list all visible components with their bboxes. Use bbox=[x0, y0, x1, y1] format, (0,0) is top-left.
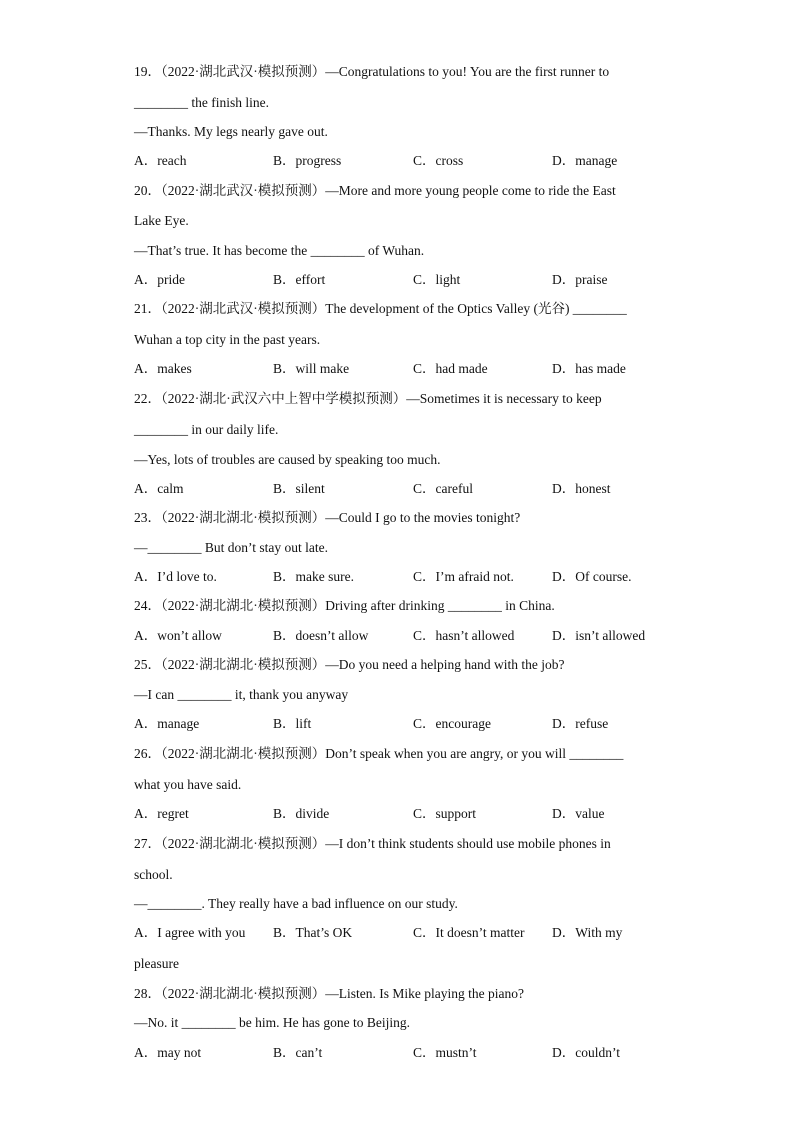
question-source: （2022·湖北湖北·模拟预测） bbox=[161, 986, 326, 1001]
question-source: （2022·湖北湖北·模拟预测） bbox=[161, 746, 326, 761]
question-source: （2022·湖北湖北·模拟预测） bbox=[161, 598, 326, 613]
question-source: （2022·湖北武汉·模拟预测） bbox=[161, 301, 326, 316]
question-text: —________. They really have a bad influence on our study. bbox=[134, 896, 458, 911]
question-22-stem bbox=[134, 389, 602, 409]
question-number: 21． bbox=[134, 301, 161, 316]
question-source: （2022·湖北武汉·模拟预测） bbox=[161, 64, 326, 79]
option-c: C．encourage bbox=[413, 716, 491, 731]
option-b: B．will make bbox=[273, 361, 350, 376]
option-d: D．value bbox=[552, 806, 605, 821]
option-b: B．effort bbox=[273, 272, 326, 287]
option-a: A．won’t allow bbox=[134, 628, 222, 643]
option-a: A．calm bbox=[134, 481, 184, 496]
question-26-stem bbox=[134, 744, 623, 764]
question-source: （2022·湖北湖北·模拟预测） bbox=[161, 836, 326, 851]
option-c: C．support bbox=[413, 806, 477, 821]
question-text: —I don’t think students should use mobile phones in bbox=[325, 836, 611, 851]
option-c: C．mustn’t bbox=[413, 1045, 477, 1060]
option-b: B．lift bbox=[273, 716, 312, 731]
question-text: what you have said. bbox=[134, 777, 242, 792]
option-a: A．manage bbox=[134, 716, 200, 731]
question-text: —Yes, lots of troubles are caused by speaking too much. bbox=[134, 452, 441, 467]
option-c: C．It doesn’t matter bbox=[413, 925, 525, 940]
option-d: D．With my bbox=[552, 925, 623, 940]
option-c: C．cross bbox=[413, 153, 464, 168]
option-d: D．couldn’t bbox=[552, 1045, 620, 1060]
question-source: （2022·湖北·武汉六中上智中学模拟预测） bbox=[161, 391, 407, 406]
question-number: 22． bbox=[134, 391, 161, 406]
question-text: —________ But don’t stay out late. bbox=[134, 540, 328, 555]
option-c: C．had made bbox=[413, 361, 488, 376]
question-source: （2022·湖北湖北·模拟预测） bbox=[161, 657, 326, 672]
question-number: 25． bbox=[134, 657, 161, 672]
question-text: —Congratulations to you! You are the first runner to bbox=[325, 64, 610, 79]
question-text: —Could I go to the movies tonight? bbox=[325, 510, 521, 525]
option-c: C．careful bbox=[413, 481, 473, 496]
question-28-stem bbox=[134, 984, 524, 1004]
option-d: D．refuse bbox=[552, 716, 609, 731]
option-d: D．Of course. bbox=[552, 569, 632, 584]
option-c: C．light bbox=[413, 272, 461, 287]
question-27-stem bbox=[134, 834, 611, 854]
option-d-continuation: pleasure bbox=[134, 956, 179, 971]
question-text: Driving after drinking ________ in China. bbox=[325, 598, 555, 613]
option-a: A．regret bbox=[134, 806, 189, 821]
question-20-stem bbox=[134, 181, 616, 201]
question-number: 26． bbox=[134, 746, 161, 761]
option-d: D．honest bbox=[552, 481, 611, 496]
question-21-stem bbox=[134, 299, 627, 319]
option-a: A．I agree with you bbox=[134, 925, 246, 940]
question-source: （2022·湖北湖北·模拟预测） bbox=[161, 510, 326, 525]
question-text: —That’s true. It has become the ________ of Wuhan. bbox=[134, 243, 425, 258]
question-text: ________ the finish line. bbox=[134, 95, 269, 110]
question-text: Don’t speak when you are angry, or you will ________ bbox=[325, 746, 624, 761]
question-number: 28． bbox=[134, 986, 161, 1001]
question-text: Lake Eye. bbox=[134, 213, 189, 228]
question-text: —Thanks. My legs nearly gave out. bbox=[134, 124, 328, 139]
question-source: （2022·湖北武汉·模拟预测） bbox=[161, 183, 326, 198]
option-b: B．progress bbox=[273, 153, 342, 168]
option-d: D．praise bbox=[552, 272, 608, 287]
question-text: Wuhan a top city in the past years. bbox=[134, 332, 321, 347]
question-text: The development of the Optics Valley (光谷) ________ bbox=[325, 301, 627, 316]
question-23-stem bbox=[134, 508, 520, 528]
option-a: A．reach bbox=[134, 153, 187, 168]
option-a: A．makes bbox=[134, 361, 192, 376]
option-b: B．That’s OK bbox=[273, 925, 353, 940]
question-text: —More and more young people come to ride the East bbox=[325, 183, 616, 198]
question-number: 19． bbox=[134, 64, 161, 79]
option-c: C．hasn’t allowed bbox=[413, 628, 515, 643]
question-25-stem bbox=[134, 655, 564, 675]
option-a: A．may not bbox=[134, 1045, 202, 1060]
option-a: A．I’d love to. bbox=[134, 569, 217, 584]
question-text: —Sometimes it is necessary to keep bbox=[406, 391, 602, 406]
question-text: ________ in our daily life. bbox=[134, 422, 279, 437]
question-24-stem bbox=[134, 596, 555, 616]
option-c: C．I’m afraid not. bbox=[413, 569, 514, 584]
question-number: 27． bbox=[134, 836, 161, 851]
question-number: 24． bbox=[134, 598, 161, 613]
option-b: B．silent bbox=[273, 481, 325, 496]
question-text: school. bbox=[134, 867, 173, 882]
question-number: 20． bbox=[134, 183, 161, 198]
question-19-stem bbox=[134, 62, 609, 82]
option-d: D．manage bbox=[552, 153, 618, 168]
option-b: B．divide bbox=[273, 806, 330, 821]
option-b: B．can’t bbox=[273, 1045, 323, 1060]
question-number: 23． bbox=[134, 510, 161, 525]
question-text: —No. it ________ be him. He has gone to Beijing. bbox=[134, 1015, 410, 1030]
question-text: —Listen. Is Mike playing the piano? bbox=[325, 986, 524, 1001]
option-d: D．isn’t allowed bbox=[552, 628, 646, 643]
option-d: D．has made bbox=[552, 361, 626, 376]
option-b: B．make sure. bbox=[273, 569, 354, 584]
option-a: A．pride bbox=[134, 272, 185, 287]
question-text: —Do you need a helping hand with the job? bbox=[325, 657, 565, 672]
option-b: B．doesn’t allow bbox=[273, 628, 369, 643]
question-text: —I can ________ it, thank you anyway bbox=[134, 687, 349, 702]
